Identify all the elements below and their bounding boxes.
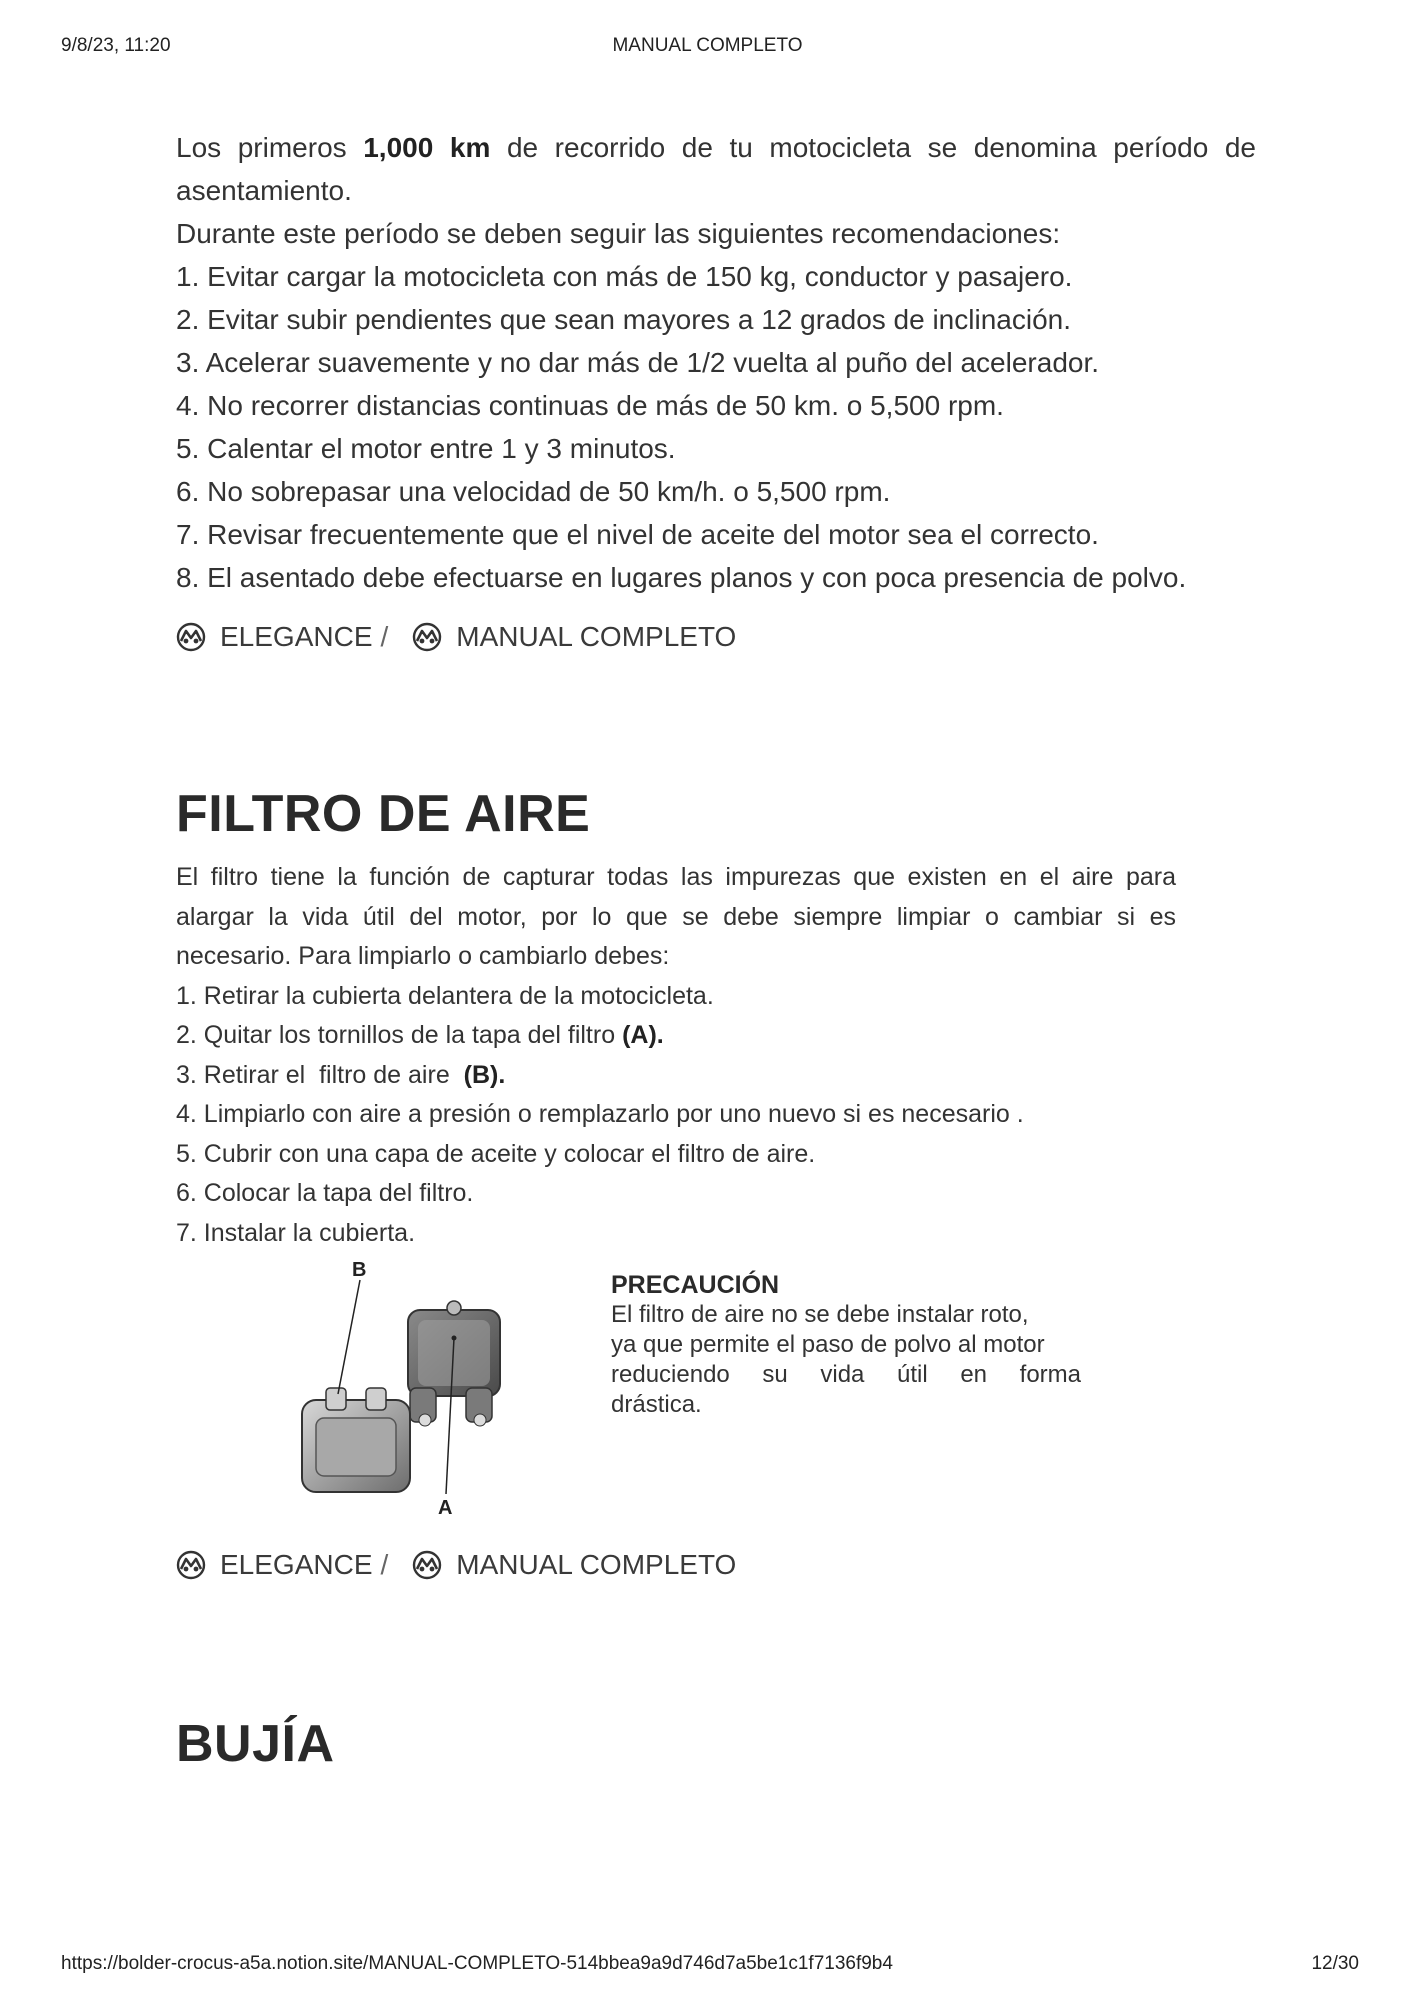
air-filter-diagram: [290, 1258, 520, 1518]
section-heading-bujia: BUJÍA: [176, 1715, 335, 1773]
intro-line-1: [176, 126, 1256, 169]
breadcrumb-parent-link[interactable]: ELEGANCE: [220, 621, 373, 652]
intro-line-3: Durante este período se deben seguir las siguientes recomendaciones:: [176, 218, 1061, 249]
caution-line: ya que permite el paso de polvo al motor: [611, 1331, 1045, 1358]
breadcrumb-separator: /: [380, 1549, 389, 1580]
section-heading-filtro: FILTRO DE AIRE: [176, 785, 591, 843]
caution-line: reduciendo su vida útil en forma: [611, 1361, 1081, 1388]
intro-text: de recorrido de tu motocicleta se denomina período de: [506, 132, 1257, 163]
list-item: 2. Evitar subir pendientes que sean mayores a 12 grados de inclinación.: [176, 304, 1071, 335]
print-url: https://bolder-crocus-a5a.notion.site/MANUAL-COMPLETO-514bbea9a9d746d7a5be1c1f7136f9b4: [61, 1953, 893, 1974]
list-item: 5. Cubrir con una capa de aceite y colocar el filtro de aire.: [176, 1139, 816, 1168]
intro-bold-km: 1,000 km: [363, 132, 491, 163]
list-item: 1. Retirar la cubierta delantera de la motocicleta.: [176, 981, 714, 1010]
breadcrumb: [176, 1549, 736, 1581]
list-item: 5. Calentar el motor entre 1 y 3 minutos.: [176, 433, 676, 464]
list-item: [176, 1016, 1176, 1056]
breadcrumb-separator: /: [380, 621, 389, 652]
break-in-section: [176, 126, 1256, 599]
intro-text: Los primeros: [176, 132, 347, 163]
list-item: 8. El asentado debe efectuarse en lugares planos y con poca presencia de polvo.: [176, 562, 1187, 593]
list-item-text: 3. Retirar el filtro de aire: [176, 1060, 457, 1089]
caution-note: [611, 1270, 1081, 1420]
list-item: 6. Colocar la tapa del filtro.: [176, 1179, 474, 1207]
list-item: 4. Limpiarlo con aire a presión o remplazarlo por uno nuevo si es necesario .: [176, 1100, 1024, 1128]
air-filter-illustration: [290, 1258, 520, 1518]
figure-label-a: A: [438, 1497, 453, 1518]
breadcrumb: [176, 621, 736, 653]
list-item: 7. Instalar la cubierta.: [176, 1218, 416, 1247]
list-item-bold: (B).: [463, 1060, 506, 1089]
brand-logo-icon: [412, 1550, 442, 1580]
intro-line-2: asentamiento.: [176, 175, 352, 206]
brand-logo-icon: [176, 1550, 206, 1580]
print-datetime: 9/8/23, 11:20: [61, 35, 171, 56]
list-item: 1. Evitar cargar la motocicleta con más de 150 kg, conductor y pasajero.: [176, 261, 1073, 292]
breadcrumb-current-link[interactable]: MANUAL COMPLETO: [456, 1549, 737, 1580]
list-item: 3. Acelerar suavemente y no dar más de 1/2 vuelta al puño del acelerador.: [176, 347, 1100, 378]
list-item-bold: (A).: [622, 1021, 664, 1049]
list-item: 4. No recorrer distancias continuas de más de 50 km. o 5,500 rpm.: [176, 390, 1004, 421]
filtro-section: [176, 858, 1176, 1253]
page-number: 12/30: [1311, 1953, 1359, 1974]
list-item: [176, 1056, 1176, 1096]
figure-label-b: B: [352, 1259, 367, 1281]
list-item-text: 2. Quitar los tornillos de la tapa del filtro: [176, 1021, 616, 1049]
caution-title: PRECAUCIÓN: [611, 1271, 780, 1299]
list-item: 6. No sobrepasar una velocidad de 50 km/h. o 5,500 rpm.: [176, 476, 891, 507]
caution-line: El filtro de aire no se debe instalar roto,: [611, 1301, 1029, 1328]
filtro-line-2: alargar la vida útil del motor, por lo que se debe siempre limpiar o cambiar si es: [176, 902, 1176, 931]
breadcrumb-current-link[interactable]: MANUAL COMPLETO: [456, 621, 737, 652]
breadcrumb-parent-link[interactable]: ELEGANCE: [220, 1549, 373, 1580]
caution-line: drástica.: [611, 1391, 702, 1418]
filtro-line-3: necesario. Para limpiarlo o cambiarlo debes:: [176, 942, 670, 970]
filtro-line-1: El filtro tiene la función de capturar todas las impurezas que existen en el aire para: [176, 863, 1176, 891]
print-title: MANUAL COMPLETO: [612, 35, 803, 56]
brand-logo-icon: [176, 622, 206, 652]
list-item: 7. Revisar frecuentemente que el nivel de aceite del motor sea el correcto.: [176, 519, 1099, 550]
brand-logo-icon: [412, 622, 442, 652]
